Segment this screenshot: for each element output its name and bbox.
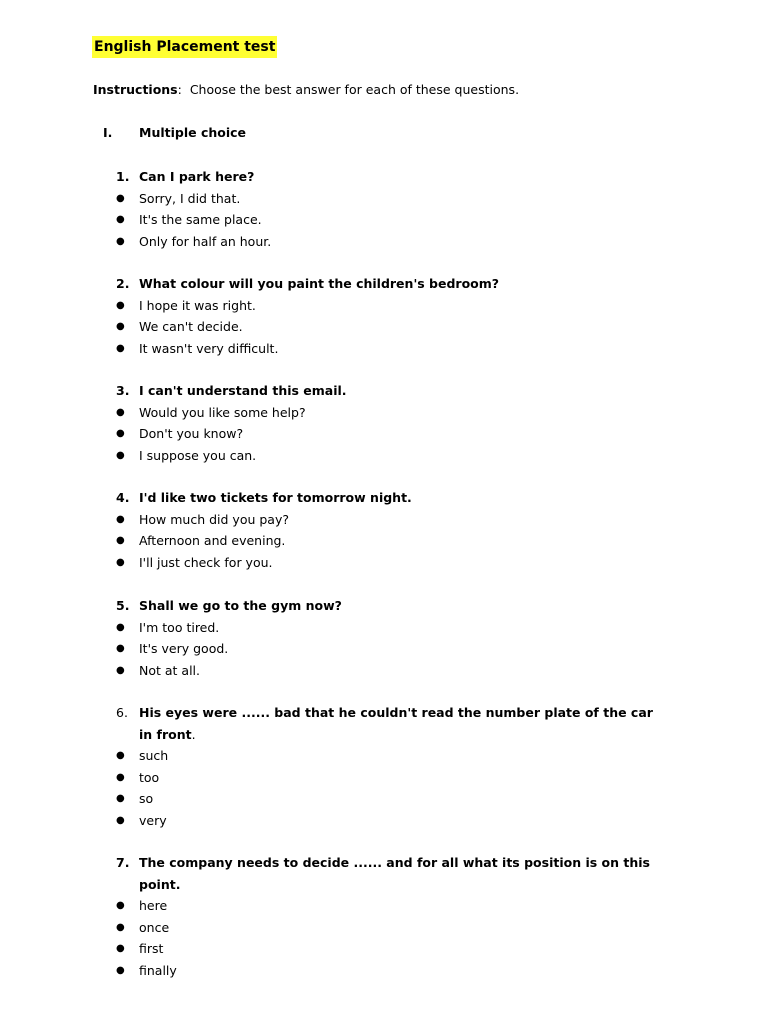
option-text: Not at all. [139,662,200,678]
answer-option[interactable] [116,530,676,552]
bullet-icon: ● [116,428,125,439]
bullet-icon: ● [116,964,125,976]
option-text: very [139,812,167,828]
option-text: I'll just check for you. [139,554,273,570]
answer-option[interactable] [116,316,676,338]
question-6 [116,702,676,831]
option-text: How much did you pay? [139,511,289,527]
question-4 [116,487,676,573]
bullet-icon: ● [116,513,125,525]
question-text [116,595,676,617]
option-text: first [139,941,164,956]
question-prompt: What colour will you paint the children's bedroom? [139,276,500,291]
option-text: here [139,898,168,913]
answer-option[interactable] [116,295,676,317]
bullet-icon: ● [116,535,125,546]
question-number: 6. [116,705,128,720]
bullet-icon: ● [116,235,125,247]
question-2 [116,273,676,359]
answer-option[interactable] [116,231,676,253]
question-text [116,487,676,509]
question-number: 1. [116,169,130,184]
answer-option[interactable] [116,402,676,424]
answer-option[interactable] [116,895,676,917]
option-text: Don't you know? [139,426,244,441]
instructions-label: Instructions [93,82,178,97]
bullet-icon: ● [116,214,125,225]
bullet-icon: ● [116,406,125,418]
answer-option[interactable] [116,338,676,360]
answer-option[interactable] [116,810,676,832]
answer-option[interactable] [116,745,676,767]
instructions: Instructions: Choose the best answer for each of these questions. [93,82,520,97]
answer-option[interactable] [116,788,676,810]
question-prompt-line1: The company needs to decide ...... and for all what its position is on this [139,855,650,870]
answer-option[interactable] [116,423,676,445]
bullet-icon: ● [116,299,125,311]
bullet-icon: ● [116,814,125,826]
question-number: 4. [116,490,130,505]
option-text: so [139,791,154,806]
option-text: Would you like some help? [139,404,306,420]
option-text: It's the same place. [139,212,262,227]
option-text: Afternoon and evening. [139,533,286,548]
question-text-continued [116,874,676,896]
question-prompt-line2: point. [139,876,181,892]
question-5 [116,595,676,681]
answer-option[interactable] [116,552,676,574]
option-text: We can't decide. [139,319,243,334]
question-text [116,166,676,188]
question-3 [116,380,676,466]
bullet-icon: ● [116,449,125,461]
question-prompt: I'd like two tickets for tomorrow night. [139,490,412,505]
question-prompt-line2: in front [139,726,192,742]
question-number: 5. [116,598,130,613]
answer-option[interactable] [116,209,676,231]
bullet-icon: ● [116,900,125,911]
instructions-text: Choose the best answer for each of these questions. [189,82,520,97]
answer-option[interactable] [116,638,676,660]
question-prompt: Can I park here? [139,169,255,184]
question-prompt-suffix: . [191,726,196,742]
question-number: 7. [116,855,130,870]
answer-option[interactable] [116,917,676,939]
question-text [116,702,676,724]
bullet-icon: ● [116,921,125,933]
option-text: I'm too tired. [139,619,220,635]
option-text: Sorry, I did that. [139,190,241,206]
answer-option[interactable] [116,617,676,639]
question-text [116,852,676,874]
section-heading [103,124,246,142]
answer-option[interactable] [116,445,676,467]
question-7 [116,852,676,981]
question-number: 2. [116,276,130,291]
question-prompt: Shall we go to the gym now? [139,598,342,613]
section-number: I. [103,125,113,140]
page-title: English Placement test [92,36,277,58]
section-label: Multiple choice [139,125,247,140]
question-prompt: I can't understand this email. [139,383,347,398]
option-text: Only for half an hour. [139,233,272,249]
question-text-continued [116,724,676,746]
option-text: such [139,748,169,763]
bullet-icon: ● [116,943,125,954]
answer-option[interactable] [116,960,676,982]
question-number: 3. [116,383,130,398]
bullet-icon: ● [116,771,125,783]
question-1 [116,166,676,252]
bullet-icon: ● [116,621,125,633]
option-text: It's very good. [139,641,229,656]
bullet-icon: ● [116,750,125,761]
answer-option[interactable] [116,188,676,210]
bullet-icon: ● [116,556,125,568]
option-text: I hope it was right. [139,297,256,313]
bullet-icon: ● [116,342,125,354]
question-text [116,273,676,295]
question-text [116,380,676,402]
answer-option[interactable] [116,938,676,960]
option-text: It wasn't very difficult. [139,340,279,356]
answer-option[interactable] [116,509,676,531]
bullet-icon: ● [116,192,125,204]
bullet-icon: ● [116,793,125,804]
option-text: finally [139,962,177,978]
option-text: I suppose you can. [139,447,257,463]
bullet-icon: ● [116,321,125,332]
question-prompt-line1: His eyes were ...... bad that he couldn't read the number plate of the car [139,705,653,720]
option-text: once [139,919,170,935]
answer-option[interactable] [116,767,676,789]
bullet-icon: ● [116,643,125,654]
option-text: too [139,769,160,785]
bullet-icon: ● [116,664,125,676]
answer-option[interactable] [116,660,676,682]
